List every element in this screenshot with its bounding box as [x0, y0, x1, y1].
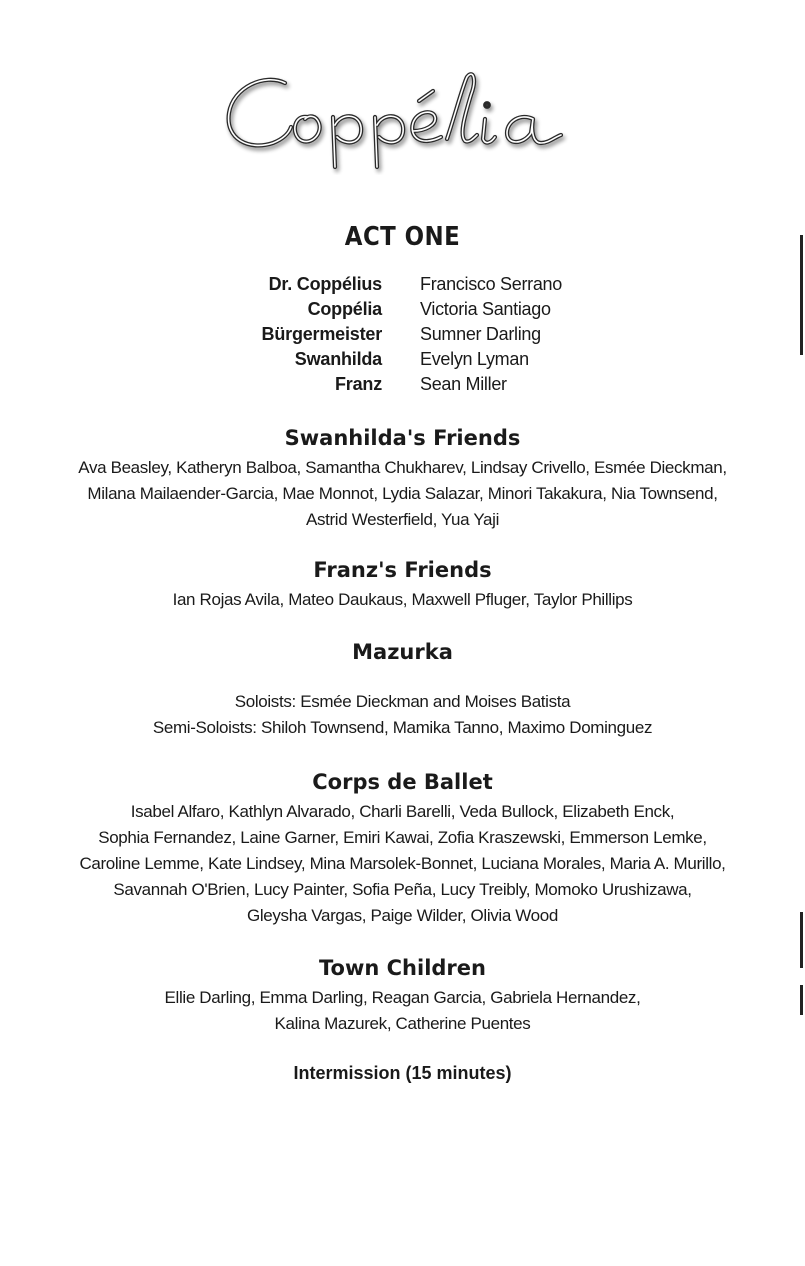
section-heading: Corps de Ballet	[312, 770, 493, 794]
act-title: ACT ONE	[344, 222, 461, 252]
town-children-section	[0, 955, 805, 1037]
names-line: Sophia Fernandez, Laine Garner, Emiri Kawai, Zofia Kraszewski, Emmerson Lemke,	[98, 828, 707, 847]
scan-edge-mark	[800, 235, 803, 355]
section-names	[0, 455, 805, 533]
role-name: Franz	[334, 374, 382, 394]
section-heading: Mazurka	[352, 640, 453, 664]
franz-friends-section	[0, 557, 805, 613]
dancer-name: Evelyn Lyman	[420, 349, 529, 369]
cast-row	[0, 372, 805, 397]
corps-de-ballet-section	[0, 769, 805, 929]
dancer-name: Francisco Serrano	[420, 274, 562, 294]
section-names	[0, 985, 805, 1037]
dancer-name: Victoria Santiago	[420, 299, 551, 319]
dancer-name: Sean Miller	[420, 374, 507, 394]
section-names	[0, 799, 805, 929]
names-line: Gleysha Vargas, Paige Wilder, Olivia Wood	[247, 906, 558, 925]
names-line: Ian Rojas Avila, Mateo Daukaus, Maxwell Pfluger, Taylor Phillips	[172, 590, 633, 609]
names-line: Savannah O'Brien, Lucy Painter, Sofia Peña, Lucy Treibly, Momoko Urushizawa,	[113, 880, 692, 899]
section-heading: Swanhilda's Friends	[284, 426, 521, 450]
names-line: Ava Beasley, Katheryn Balboa, Samantha Chukharev, Lindsay Crivello, Esmée Dieckman,	[78, 458, 727, 477]
role-name: Bürgermeister	[261, 324, 382, 344]
names-line: Soloists: Esmée Dieckman and Moises Batista	[234, 692, 571, 711]
names-line: Milana Mailaender-Garcia, Mae Monnot, Lydia Salazar, Minori Takakura, Nia Townsend,	[87, 484, 718, 503]
cast-row	[0, 322, 805, 347]
scan-edge-mark	[800, 985, 803, 1015]
mazurka-section	[0, 639, 805, 741]
script-title-graphic	[215, 55, 590, 175]
names-line: Isabel Alfaro, Kathlyn Alvarado, Charli Barelli, Veda Bullock, Elizabeth Enck,	[130, 802, 675, 821]
role-name: Dr. Coppélius	[268, 274, 382, 294]
principal-cast	[0, 272, 805, 397]
names-line: Kalina Mazurek, Catherine Puentes	[274, 1014, 531, 1033]
dancer-name: Sumner Darling	[420, 324, 541, 344]
scan-edge-mark	[800, 912, 803, 968]
intermission-note: Intermission (15 minutes)	[293, 1063, 512, 1083]
section-heading: Town Children	[319, 956, 486, 980]
names-line: Caroline Lemme, Kate Lindsey, Mina Marsolek-Bonnet, Luciana Morales, Maria A. Murillo,	[79, 854, 726, 873]
names-line: Astrid Westerfield, Yua Yaji	[305, 510, 500, 529]
cast-row	[0, 347, 805, 372]
coppelia-script-logo	[215, 55, 590, 175]
section-names	[0, 587, 805, 613]
names-line: Ellie Darling, Emma Darling, Reagan Garcia, Gabriela Hernandez,	[164, 988, 641, 1007]
swanhilda-friends-section	[0, 425, 805, 533]
section-names	[0, 689, 805, 741]
cast-row	[0, 272, 805, 297]
role-name: Coppélia	[307, 299, 382, 319]
section-heading: Franz's Friends	[313, 558, 492, 582]
role-name: Swanhilda	[294, 349, 382, 369]
names-line: Semi-Soloists: Shiloh Townsend, Mamika Tanno, Maximo Dominguez	[152, 718, 653, 737]
cast-row	[0, 297, 805, 322]
